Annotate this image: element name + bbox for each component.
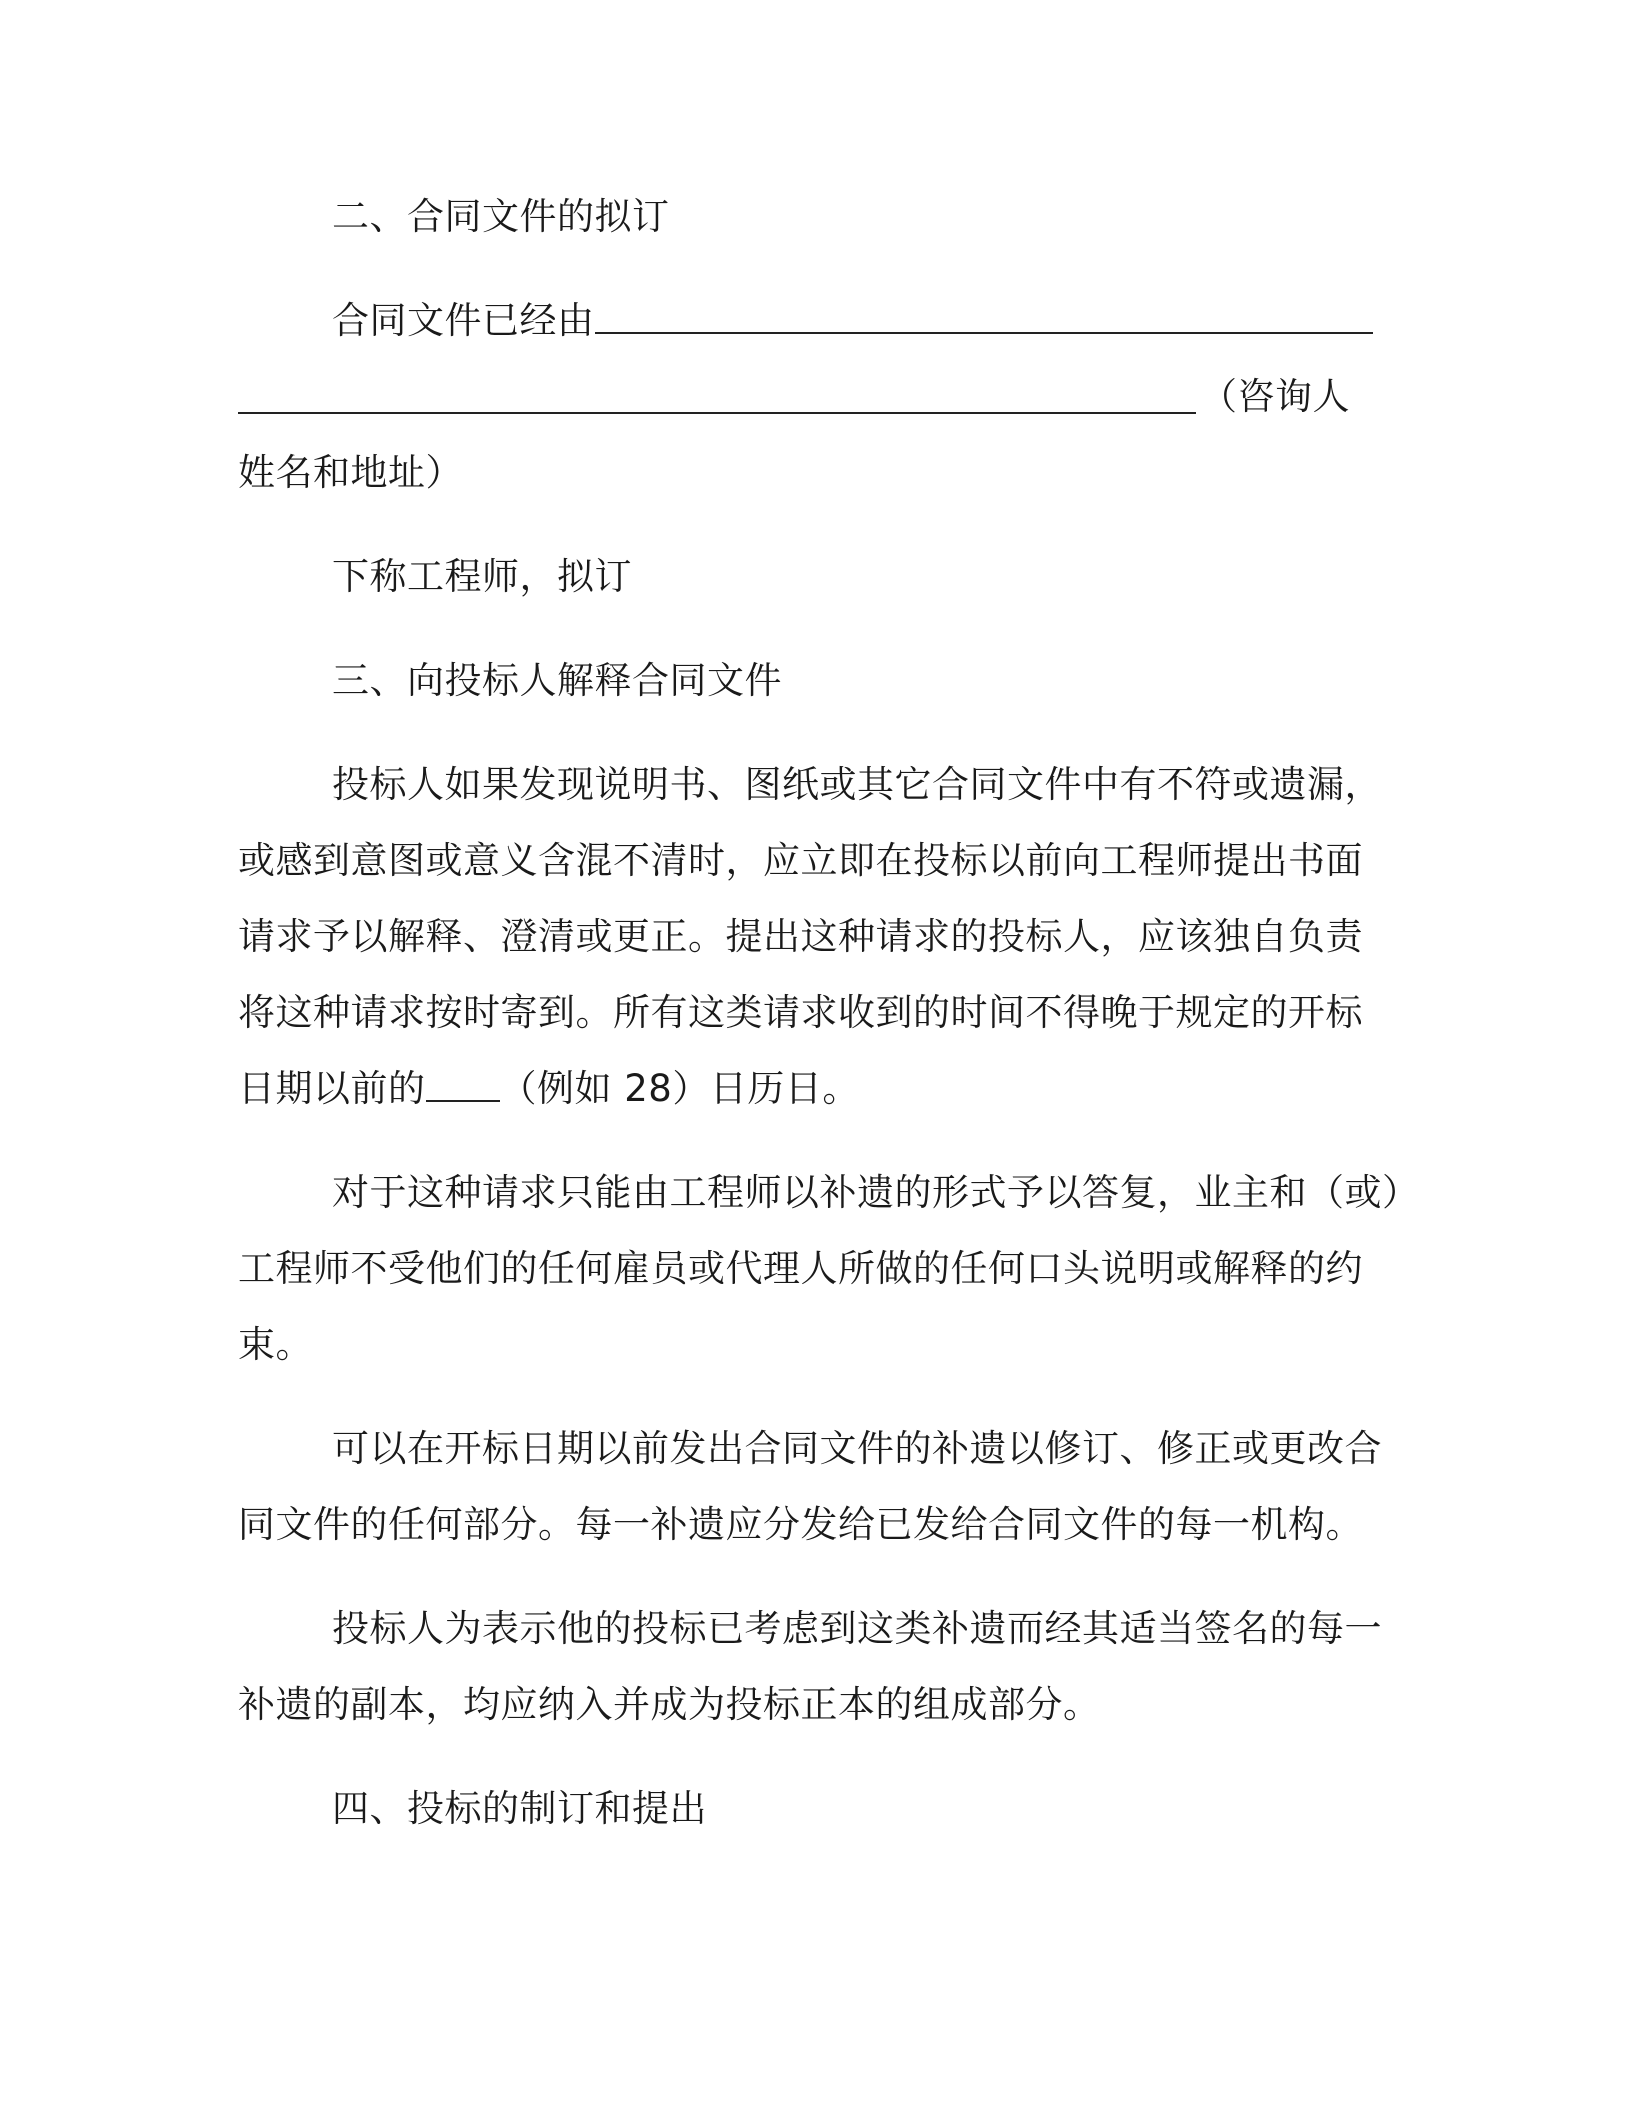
paragraph-line: 可以在开标日期以前发出合同文件的补遗以修订、修正或更改合 bbox=[332, 1427, 1382, 1470]
paragraph-line: 请求予以解释、澄清或更正。提出这种请求的投标人，应该独自负责 bbox=[238, 915, 1363, 958]
blank-line[interactable] bbox=[595, 296, 1373, 334]
section-3-heading: 三、向投标人解释合同文件 bbox=[332, 659, 782, 702]
section-4-heading: 四、投标的制订和提出 bbox=[332, 1787, 707, 1830]
paragraph-line: 束。 bbox=[238, 1323, 313, 1366]
paragraph-line: 补遗的副本，均应纳入并成为投标正本的组成部分。 bbox=[238, 1683, 1101, 1726]
engineer-line: 下称工程师，拟订 bbox=[332, 555, 632, 598]
drafted-by-label bbox=[332, 296, 1373, 346]
paragraph-line: 同文件的任何部分。每一补遗应分发给已发给合同文件的每一机构。 bbox=[238, 1503, 1363, 1546]
consultant-label: （咨询人 bbox=[1200, 375, 1350, 418]
days-blank[interactable] bbox=[426, 1064, 500, 1102]
paragraph-line: 对于这种请求只能由工程师以补遗的形式予以答复，业主和（或） bbox=[332, 1171, 1420, 1214]
consultant-tail: 姓名和地址） bbox=[238, 451, 463, 494]
paragraph-line: 工程师不受他们的任何雇员或代理人所做的任何口头说明或解释的约 bbox=[238, 1247, 1363, 1290]
paragraph-line: 投标人如果发现说明书、图纸或其它合同文件中有不符或遗漏， bbox=[332, 763, 1382, 806]
days-label-b: （例如 28）日历日。 bbox=[499, 1067, 860, 1110]
paragraph-line bbox=[238, 1064, 860, 1114]
blank-line[interactable] bbox=[238, 412, 1196, 414]
drafted-by-text: 合同文件已经由 bbox=[332, 299, 595, 342]
days-label-a: 日期以前的 bbox=[238, 1067, 426, 1110]
paragraph-line: 或感到意图或意义含混不清时，应立即在投标以前向工程师提出书面 bbox=[238, 839, 1363, 882]
paragraph-line: 投标人为表示他的投标已考虑到这类补遗而经其适当签名的每一 bbox=[332, 1607, 1382, 1650]
section-2-heading: 二、合同文件的拟订 bbox=[332, 195, 670, 238]
paragraph-line: 将这种请求按时寄到。所有这类请求收到的时间不得晚于规定的开标 bbox=[238, 991, 1363, 1034]
